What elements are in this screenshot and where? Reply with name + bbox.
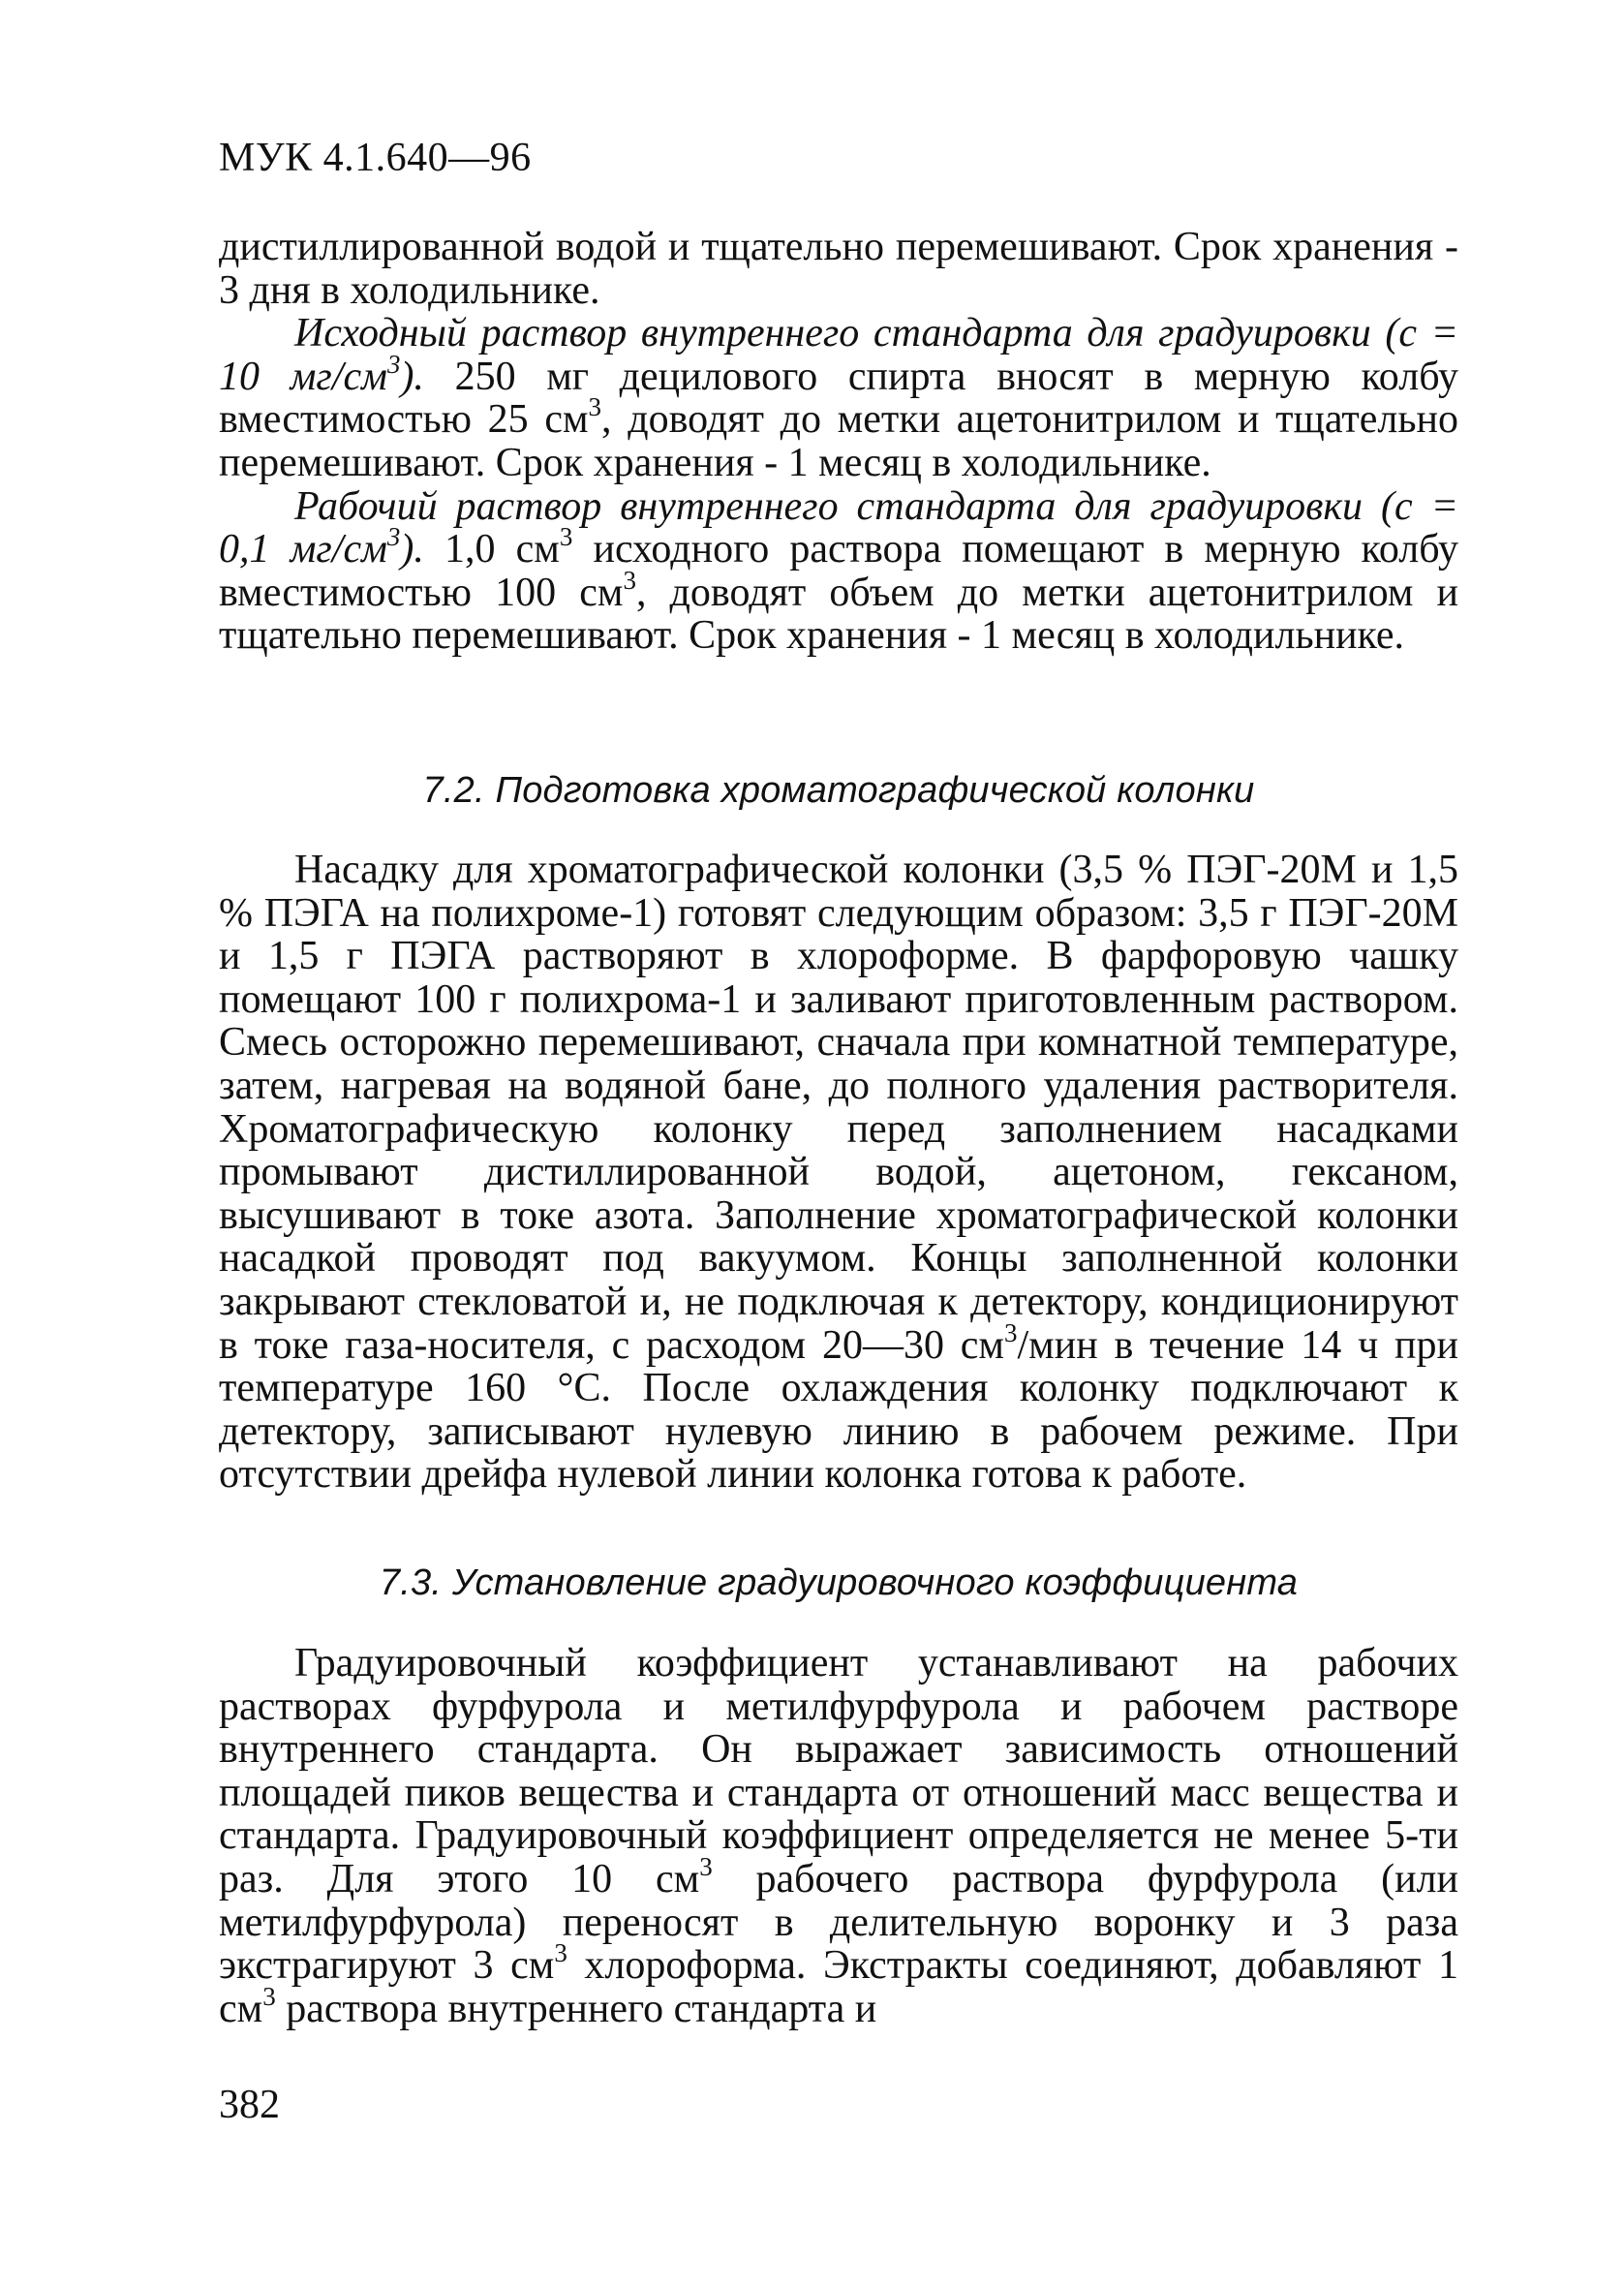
text-block-top	[219, 226, 1458, 658]
running-title: МУК 4.1.640—96	[219, 136, 532, 180]
text-block-7-3	[219, 1642, 1458, 2030]
section-heading-7-2: 7.2. Подготовка хроматографической колонки	[422, 770, 1255, 811]
paragraph-calibration: Градуировочный коэффициент устанавливают на рабочих растворах фурфурола и метилфурфурола и рабочем растворе внутреннего стандарта. Он выражает зависимость отношений площадей пиков вещества и стандарта от отношений масс вещества и стандарта. Градуировочный коэффициент определяется не менее 5-ти раз. Для этого 10 $см^3$ рабочего раствора фурфурола (или метилфурфурола) переносят в делительную воронку и 3 раза экстрагируют 3 $см^3$ хлороформа. Экстракты соединяют, добавляют 1 $см^3$ раствора внутреннего стандарта и	[219, 1641, 1458, 2031]
paragraph-column-preparation: Насадку для хроматографической колонки (3,5 % ПЭГ-20М и 1,5 % ПЭГА на полихроме-1) готовят следующим образом: 3,5 г ПЭГ-20М и 1,5 г ПЭГА растворяют в хлороформе. В фарфоровую чашку помещают 100 г полихрома-1 и заливают приготовленным раствором. Смесь осторожно перемешивают, сначала при комнатной температуре, затем, нагревая на водяной бане, до полного удаления растворителя. Хроматографическую колонку перед заполнением насадками промывают дистиллированной водой, ацетоном, гексаном, высушивают в токе азота. Заполнение хроматографической колонки насадкой проводят под вакуумом. Концы заполненной колонки закрывают стекловатой и, не подключая к детектору, кондиционируют в токе газа-носителя, с расходом 20—30 $см^3$/мин в течение 14 ч при температуре 160 °С. После охлаждения колонку подключают к детектору, записывают нулевую линию в рабочем режиме. При отсутствии дрейфа нулевой линии колонка готова к работе.	[219, 848, 1458, 1498]
paragraph-stock-solution: Исходный раствор внутреннего стандарта для градуировки (с = 10 $мг/см^3$). 250 мг децилового спирта вносят в мерную колбу вместимостью 25 $см^3$, доводят до метки ацетонитрилом и тщательно перемешивают. Срок хранения - 1 месяц в холодильнике.	[219, 311, 1458, 485]
text-block-7-2	[219, 849, 1458, 1497]
paragraph-lead: Исходный раствор внутреннего стандарта для градуировки (с = 10 $мг/см^3$).	[219, 311, 1458, 399]
paragraph-working-solution: Рабочий раствор внутреннего стандарта для градуировки (с = 0,1 $мг/см^3$). 1,0 $см^3$ исходного раствора помещают в мерную колбу вместимостью 100 $см^3$, доводят объем до метки ацетонитрилом и тщательно перемешивают. Срок хранения - 1 месяц в холодильнике.	[219, 483, 1458, 659]
section-heading-7-3: 7.3. Установление градуировочного коэффициента	[379, 1562, 1299, 1603]
paragraph-lead: Рабочий раствор внутреннего стандарта для градуировки (с = 0,1 $мг/см^3$).	[219, 483, 1458, 572]
paragraph-continuation: дистиллированной водой и тщательно перемешивают. Срок хранения - 3 дня в холодильнике.	[219, 225, 1458, 313]
page-number: 382	[219, 2083, 280, 2127]
